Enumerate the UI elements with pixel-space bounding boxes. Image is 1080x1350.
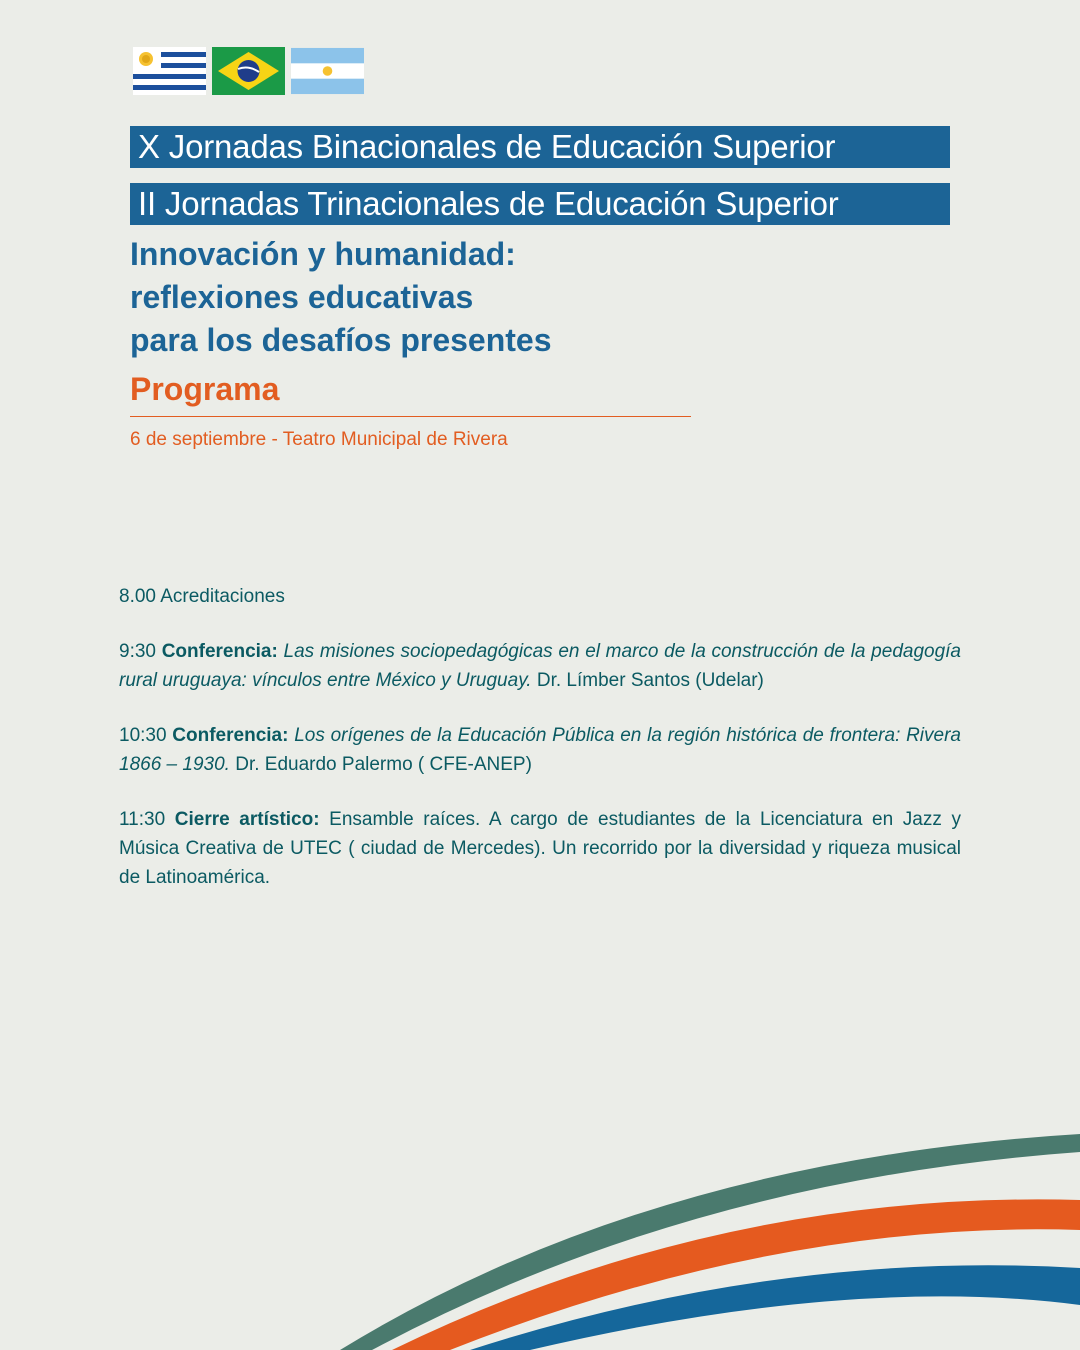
schedule-list [119,582,961,918]
event-subtitle [130,233,552,362]
schedule-item [119,721,961,779]
schedule-speaker: Dr. Límber Santos (Udelar) [536,670,764,691]
schedule-time: 11:30 [119,809,166,830]
schedule-time: 8.00 [119,586,156,607]
schedule-title: Los orígenes de la Educación Pública en la región histórica de frontera: Rivera 1866 – 1930. [119,725,961,775]
flags-row [133,47,364,95]
schedule-item [119,637,961,695]
schedule-item [119,582,961,611]
argentina-flag [291,47,364,95]
event-title-trinational: II Jornadas Trinacionales de Educación Superior [130,183,950,225]
divider [130,416,691,417]
schedule-label: Cierre artístico: [174,809,320,830]
brazil-flag [212,47,285,95]
schedule-title: Las misiones sociopedagógicas en el marco de la construcción de la pedagogía rural uruguaya: vínculos entre México y Uruguay. [119,641,961,691]
schedule-speaker: Dr. Eduardo Palermo ( CFE-ANEP) [235,754,532,775]
decorative-waves [0,1100,1080,1350]
schedule-item [119,805,961,892]
programa-heading: Programa [130,371,280,407]
date-venue: 6 de septiembre - Teatro Municipal de Rivera [130,429,508,450]
schedule-text: Acreditaciones [160,586,285,607]
schedule-time: 10:30 [119,725,167,746]
subtitle-line: para los desafíos presentes [130,322,552,358]
schedule-label: Conferencia: [161,641,278,662]
subtitle-line: reflexiones educativas [130,279,474,315]
schedule-time: 9:30 [119,641,156,662]
uruguay-flag [133,47,206,95]
schedule-text: Ensamble raíces. A cargo de estudiantes de la Licenciatura en Jazz y Música Creativa de UTEC ( ciudad de Mercedes). Un recorrido por la diversidad y riqueza musical de Latinoamérica. [119,809,961,888]
event-title-binational: X Jornadas Binacionales de Educación Superior [130,126,950,168]
schedule-label: Conferencia: [172,725,289,746]
subtitle-line: Innovación y humanidad: [130,236,516,272]
